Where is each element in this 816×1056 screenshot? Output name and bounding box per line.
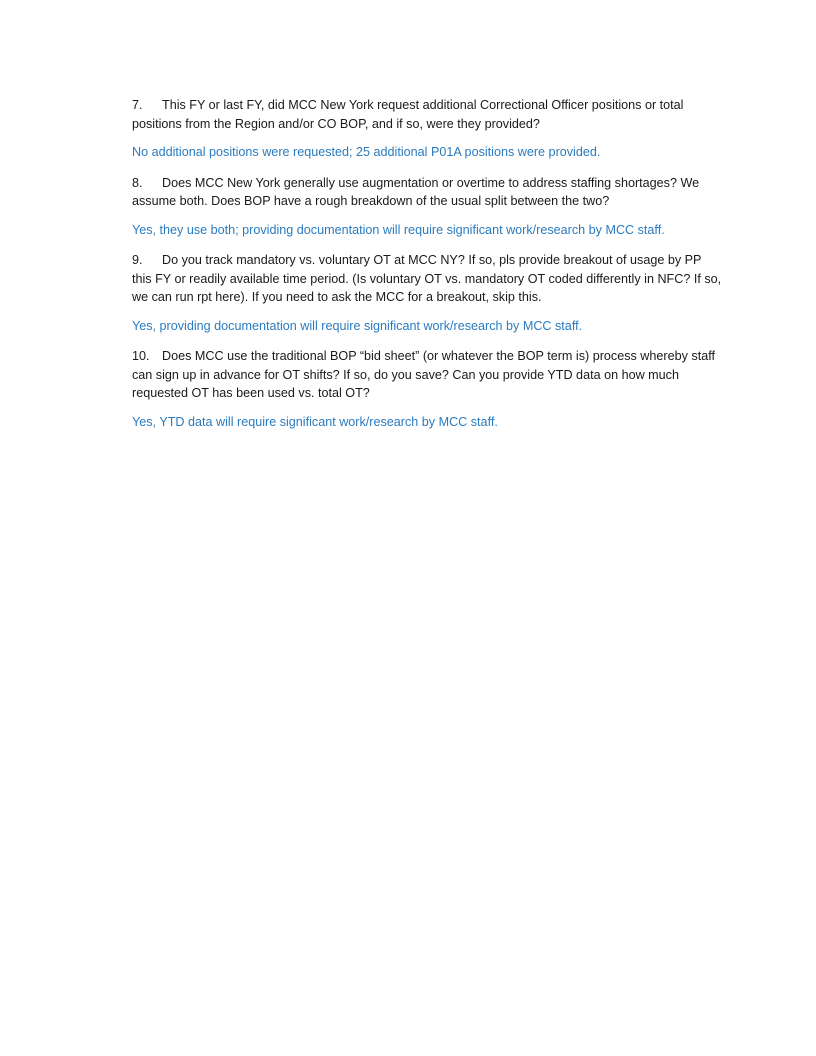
question-text — [132, 174, 724, 211]
question-number: 7. — [132, 98, 143, 112]
answer-text: Yes, YTD data will require significant work/research by MCC staff. — [132, 414, 498, 429]
qa-item-8 — [132, 174, 724, 240]
question-number: 10. — [132, 349, 150, 363]
qa-item-9 — [132, 251, 724, 335]
question-text — [132, 251, 724, 307]
document-page — [132, 96, 724, 443]
question-text — [132, 347, 724, 403]
answer-text: No additional positions were requested; 25 additional P01A positions were provided. — [132, 145, 601, 159]
question-body: This FY or last FY, did MCC New York request additional Correctional Officer positions or total positions from the Region and/or CO BOP, and if so, were they provided? — [132, 98, 684, 131]
question-body: Does MCC New York generally use augmentation or overtime to address staffing shortages? We assume both. Does BOP have a rough breakdown of the usual split between the two? — [132, 175, 700, 208]
answer-text: Yes, providing documentation will require significant work/research by MCC staff. — [132, 318, 583, 333]
question-body: Do you track mandatory vs. voluntary OT at MCC NY? If so, pls provide breakout of usage by PP this FY or readily available time period. (Is voluntary OT vs. mandatory OT coded differently in NFC? If so, we can run rpt here). If you need to ask the MCC for a breakout, skip this. — [132, 253, 722, 304]
question-text — [132, 96, 724, 133]
question-number: 8. — [132, 175, 143, 190]
answer-text: Yes, they use both; providing documentation will require significant work/research by MCC staff. — [132, 222, 665, 237]
question-body: Does MCC use the traditional BOP “bid sheet” (or whatever the BOP term is) process whereby staff can sign up in advance for OT shifts? If so, do you save? Can you provide YTD data on how much requested OT has been used vs. total OT? — [132, 349, 715, 400]
qa-item-7 — [132, 96, 724, 162]
qa-item-10 — [132, 347, 724, 431]
question-number: 9. — [132, 253, 143, 267]
